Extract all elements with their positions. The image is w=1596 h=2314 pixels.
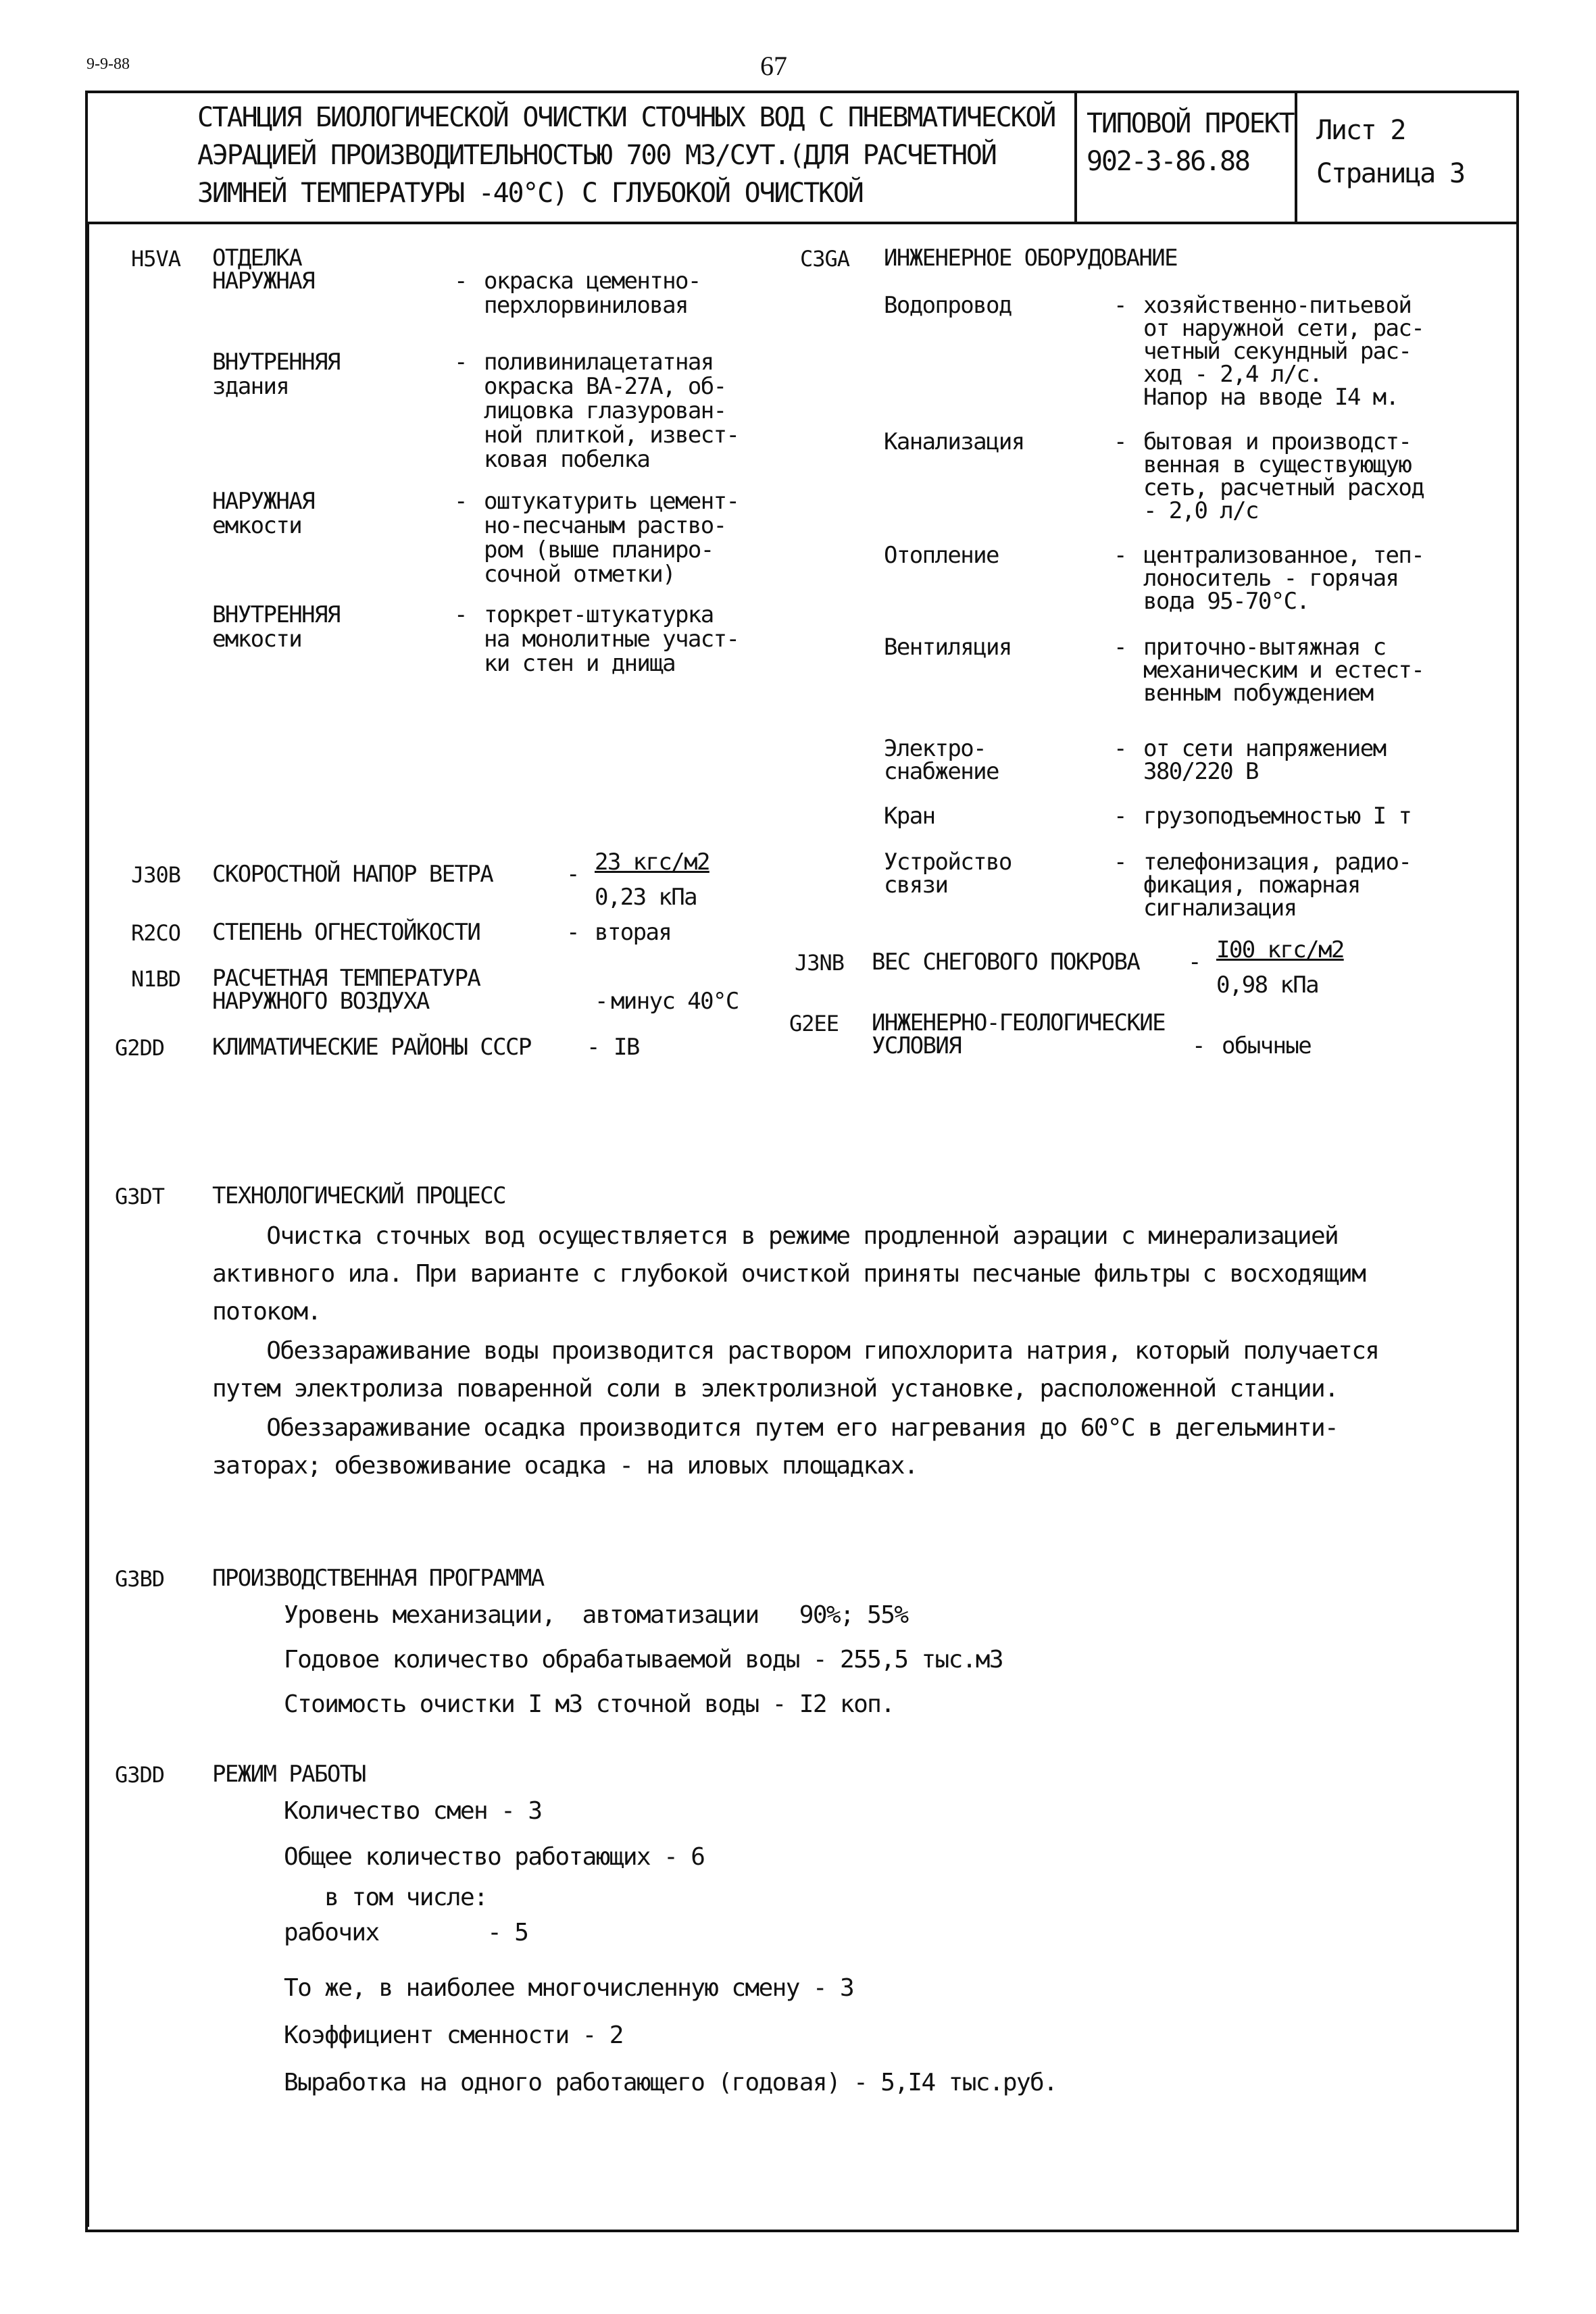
- item-value: от наружной сети, рас-: [1143, 315, 1424, 342]
- item-value: сочной отметки): [484, 561, 676, 588]
- param-value: I00 кгс/м2: [1216, 936, 1344, 963]
- item-value: окраска цементно-: [484, 268, 701, 295]
- item-value: хозяйственно-питьевой: [1143, 292, 1412, 319]
- item-name: снабжение: [884, 758, 999, 785]
- section-title: ИНЖЕНЕРНОЕ ОБОРУДОВАНИЕ: [884, 245, 1178, 272]
- dash: -: [1114, 735, 1126, 762]
- section-title: РЕЖИМ РАБОТЫ: [212, 1761, 366, 1788]
- title-line-2: АЭРАЦИЕЙ ПРОИЗВОДИТЕЛЬНОСТЬЮ 700 М3/СУТ.(ДЛЯ РАСЧЕТНОЙ: [197, 140, 996, 171]
- item-value: ки стен и днища: [484, 650, 676, 677]
- section-title: ОТДЕЛКА: [212, 245, 302, 272]
- project-number: 902-3-86.88: [1087, 146, 1249, 177]
- item-name: здания: [212, 373, 289, 400]
- param-label: ИНЖЕНЕРНО-ГЕОЛОГИЧЕСКИЕ: [872, 1009, 1166, 1036]
- item-value: четный секундный рас-: [1143, 338, 1412, 365]
- item-value: венным побуждением: [1143, 680, 1373, 707]
- param-value: 23 кгс/м2: [595, 849, 709, 876]
- dash: -: [1114, 803, 1126, 830]
- param-sub-value: 0,23 кПа: [595, 884, 697, 911]
- param-value: обычные: [1222, 1032, 1312, 1059]
- item-name: НАРУЖНАЯ: [212, 488, 314, 515]
- dash: -: [587, 1034, 599, 1061]
- work-line: Выработка на одного работающего (годовая) - 5,I4 тыс.руб.: [284, 2069, 1057, 2096]
- header-divider-1: [1074, 91, 1077, 224]
- item-value: бытовая и производст-: [1143, 428, 1412, 455]
- dash: -: [1188, 949, 1201, 976]
- item-name: емкости: [212, 626, 302, 653]
- dash: -: [566, 919, 579, 946]
- dash: -: [1114, 542, 1126, 569]
- item-value: на монолитные участ-: [484, 626, 739, 653]
- item-value: ром (выше планиро-: [484, 536, 714, 563]
- item-name: связи: [884, 872, 948, 899]
- page-label: Страница 3: [1316, 158, 1464, 189]
- param-sub-value: 0,98 кПа: [1216, 972, 1318, 999]
- item-value: ковая побелка: [484, 446, 650, 473]
- section-code: G3DD: [115, 1762, 165, 1788]
- item-name: Электро-: [884, 735, 986, 762]
- dash: -: [454, 349, 467, 376]
- sheet-label: Лист 2: [1316, 115, 1405, 146]
- project-label: ТИПОВОЙ ПРОЕКТ: [1087, 108, 1294, 139]
- process-paragraph: Очистка сточных вод осуществляется в режиме продленной аэрации с минерализацией активного ила. При варианте с глубокой очисткой приняты песчаные фильтры с восходящим потоком.: [212, 1222, 1366, 1326]
- program-line: Уровень механизации, автоматизации 90%; 55%: [284, 1601, 908, 1629]
- item-value: перхлорвиниловая: [484, 292, 688, 319]
- dash: -: [454, 601, 467, 628]
- left-margin-rule: [85, 224, 89, 2227]
- item-value: лоноситель - горячая: [1143, 565, 1399, 592]
- param-label: НАРУЖНОГО ВОЗДУХА: [212, 988, 429, 1015]
- item-name: ВНУТРЕННЯЯ: [212, 349, 340, 376]
- item-value: лицовка глазурован-: [484, 397, 726, 424]
- item-value: механическим и естест-: [1143, 657, 1424, 684]
- item-value: телефонизация, радио-: [1143, 849, 1412, 876]
- item-value: сеть, расчетный расход: [1143, 474, 1424, 501]
- section-title: ТЕХНОЛОГИЧЕСКИЙ ПРОЦЕСС: [212, 1182, 506, 1209]
- param-label: СТЕПЕНЬ ОГНЕСТОЙКОСТИ: [212, 919, 480, 946]
- header-divider-2: [1295, 91, 1297, 224]
- param-value: вторая: [595, 919, 672, 946]
- param-code: N1BD: [131, 966, 181, 992]
- item-value: сигнализация: [1143, 895, 1297, 922]
- dash: -: [1114, 292, 1126, 319]
- item-value: 380/220 В: [1143, 758, 1258, 785]
- param-value: IВ: [614, 1034, 639, 1061]
- param-code: R2CO: [131, 920, 181, 946]
- page-number: 67: [760, 51, 787, 81]
- dash: -: [566, 861, 579, 888]
- title-line-1: СТАНЦИЯ БИОЛОГИЧЕСКОЙ ОЧИСТКИ СТОЧНЫХ ВОД С ПНЕВМАТИЧЕСКОЙ: [197, 102, 1055, 133]
- item-name: Канализация: [884, 428, 1024, 455]
- item-name: емкости: [212, 512, 302, 539]
- item-name: Водопровод: [884, 292, 1012, 319]
- item-value: - 2,0 л/с: [1143, 497, 1258, 524]
- item-name: Отопление: [884, 542, 999, 569]
- program-line: Стоимость очистки I м3 сточной воды - I2 коп.: [284, 1690, 895, 1718]
- section-code: G3BD: [115, 1566, 165, 1592]
- dash: -: [595, 988, 607, 1015]
- work-line: То же, в наиболее многочисленную смену - 3: [284, 1974, 854, 2002]
- item-value: фикация, пожарная: [1143, 872, 1360, 899]
- item-name: НАРУЖНАЯ: [212, 268, 314, 295]
- item-value: централизованное, теп-: [1143, 542, 1424, 569]
- param-label: СКОРОСТНОЙ НАПОР ВЕТРА: [212, 861, 493, 888]
- param-code: J30B: [131, 862, 181, 888]
- item-value: от сети напряжением: [1143, 735, 1386, 762]
- work-line: Количество смен - 3: [284, 1797, 542, 1825]
- item-name: Кран: [884, 803, 935, 830]
- item-value: оштукатурить цемент-: [484, 488, 739, 515]
- section-code: G3DT: [115, 1184, 165, 1209]
- param-label: ВЕС СНЕГОВОГО ПОКРОВА: [872, 949, 1140, 976]
- work-line: Общее количество работающих - 6: [284, 1843, 705, 1871]
- item-value: ной плиткой, извест-: [484, 422, 739, 449]
- param-code: J3NB: [795, 950, 845, 976]
- param-code: G2DD: [115, 1035, 165, 1061]
- item-value: венная в существующую: [1143, 451, 1412, 478]
- item-value: приточно-вытяжная с: [1143, 634, 1386, 661]
- param-label: УСЛОВИЯ: [872, 1032, 962, 1059]
- dash: -: [1114, 428, 1126, 455]
- dash: -: [454, 488, 467, 515]
- section-code: C3GA: [800, 246, 850, 272]
- item-value: окраска ВА-27А, об-: [484, 373, 726, 400]
- item-value: грузоподъемностью I т: [1143, 803, 1412, 830]
- work-line: в том числе:: [284, 1884, 488, 1911]
- param-code: G2EE: [789, 1011, 839, 1036]
- item-name: ВНУТРЕННЯЯ: [212, 601, 340, 628]
- item-value: вода 95-70°С.: [1143, 588, 1310, 615]
- param-label: КЛИМАТИЧЕСКИЕ РАЙОНЫ СССР: [212, 1034, 531, 1061]
- dash: -: [1114, 634, 1126, 661]
- program-line: Годовое количество обрабатываемой воды - 255,5 тыс.м3: [284, 1646, 1003, 1674]
- item-value: Напор на вводе I4 м.: [1143, 384, 1399, 411]
- item-value: поливинилацетатная: [484, 349, 714, 376]
- item-value: ход - 2,4 л/с.: [1143, 361, 1322, 388]
- item-value: но-песчаным раство-: [484, 512, 726, 539]
- date-stamp: 9-9-88: [86, 55, 130, 73]
- section-title: ПРОИЗВОДСТВЕННАЯ ПРОГРАММА: [212, 1565, 544, 1592]
- title-line-3: ЗИМНЕЙ ТЕМПЕРАТУРЫ -40°С) С ГЛУБОКОЙ ОЧИСТКОЙ: [197, 178, 863, 209]
- dash: -: [1114, 849, 1126, 876]
- param-value: минус 40°С: [611, 988, 739, 1015]
- item-name: Устройство: [884, 849, 1012, 876]
- work-line: Коэффициент сменности - 2: [284, 2021, 623, 2049]
- dash: -: [1192, 1032, 1205, 1059]
- process-paragraph: Обеззараживание воды производится раствором гипохлорита натрия, который получается путем электролиза поваренной соли в электролизной установке, расположенной станции.: [212, 1337, 1379, 1403]
- param-label: РАСЧЕТНАЯ ТЕМПЕРАТУРА: [212, 965, 480, 992]
- process-paragraph: Обеззараживание осадка производится путем его нагревания до 60°С в дегельминти- заторах; обезвоживание осадка - на иловых площадках.: [212, 1414, 1339, 1480]
- item-name: Вентиляция: [884, 634, 1012, 661]
- dash: -: [454, 268, 467, 295]
- item-value: торкрет-штукатурка: [484, 601, 714, 628]
- work-line: рабочих - 5: [284, 1919, 528, 1946]
- section-code: H5VA: [131, 246, 181, 272]
- header-bottom-rule: [85, 222, 1519, 224]
